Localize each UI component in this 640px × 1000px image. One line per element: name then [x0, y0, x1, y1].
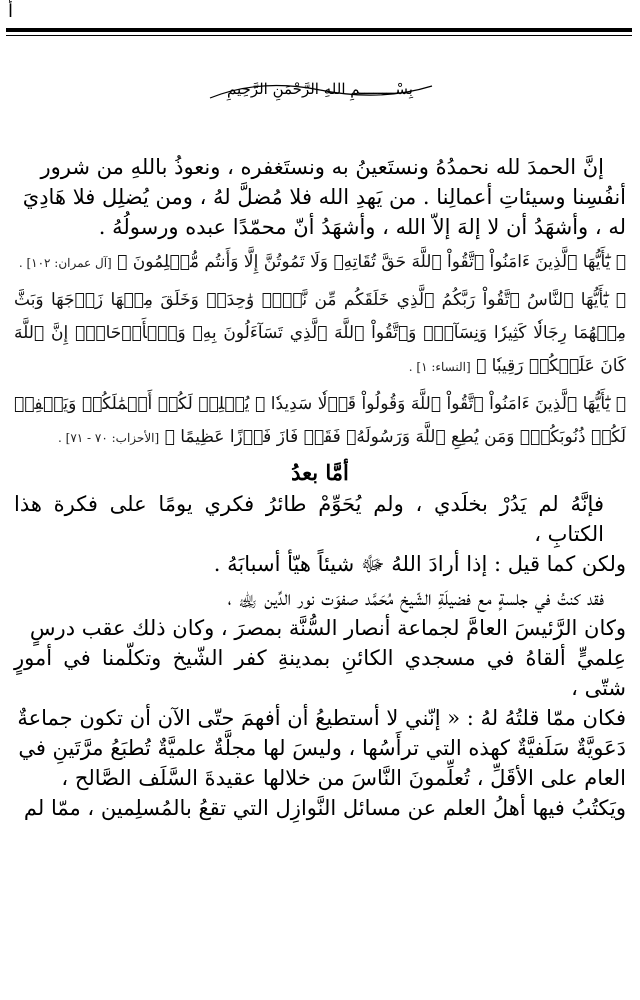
verse-text: ﴿ يَٰٓأَيُّهَا ٱلَّذِينَ ءَامَنُواْ ٱتَّقُواْ ٱللَّهَ وَقُولُواْ قَوۡلٗا سَدِيدٗا ۞ يُصۡلِحۡ لَكُمۡ أَعۡمَٰلَكُمۡ وَيَغۡفِرۡ لَكُمۡ ذُنُوبَكُمۡۗ وَمَن يُطِعِ ٱللَّهَ وَرَسُولَهُۥ فَقَدۡ فَازَ فَوۡزًا عَظِيمًا ﴾ [14, 394, 626, 447]
intro-line-1: إنَّ الحمدَ لله نحمدُهُ ونستَعينُ به ونستَغفره ، ونعوذُ باللهِ من شرور [40, 155, 604, 179]
para2-line-7: ويَكتُبُ فيها أهلُ العلم عن مسائل النَّوازِل التي تقعُ بالمُسلِمين ، ممّا لم [23, 796, 626, 820]
para2-line-4: فكان ممّا قلتُهُ لهُ : « إنّني لا أستطيعُ أن أفهمَ حتّى الآن أن تكون جماعةٌ [17, 706, 626, 730]
basmala-calligraphy [200, 68, 440, 108]
intro-line-3: له ، وأشهَدُ أن لا إلهَ إلاّ الله ، وأشهَدُ أنّ محمّدًا عبده ورسولُهُ . [98, 215, 626, 239]
para1-line-1: فإنَّهُ لم يَدُرْ بخلَدي ، ولم يُحَوِّمْ طائرُ فكري يومًا على فكرة هذا الكتابِ ، [14, 492, 604, 546]
verse-reference: [النساء: ١] . [408, 360, 471, 374]
header-rule-thin [6, 35, 632, 36]
verse-al-ahzab [14, 388, 626, 455]
verse-an-nisa [14, 284, 626, 384]
header-rule-thick [6, 28, 632, 32]
verse-reference: [آل عمران: ١٠٢] . [18, 256, 112, 270]
para2-line-5: دَعَويَّةٌ سَلَفيَّةٌ كهذه التي ترأَسُها ، وليسَ لها مجلَّةٌ علميَّةٌ تُطبَعُ مرَّتَينِ في [18, 736, 626, 760]
verse-reference: [الأحزاب: ٧٠ - ٧١] . [58, 431, 160, 445]
intro-line-2: أنفُسِنا وسيئاتِ أعمالِنا . من يَهدِ الله فلا مُضلَّ لهُ ، ومن يُضلِل فلا هَادِيَ [22, 185, 626, 209]
page-number: أ [8, 1, 14, 22]
verse-al-imran [14, 246, 626, 280]
section-heading: أمَّا بعدُ [291, 460, 349, 485]
para2-line-6: العام على الأقَلِّ ، تُعلِّمونَ النَّاسَ من خلالها عقيدةَ السَّلَف الصَّالح ، [61, 766, 626, 790]
para2-line-2: وكان الرَّئيسَ العامَّ لجماعة أنصار السُّنَّة بمصرَ ، وكان ذلك عقب درسٍ [29, 616, 626, 640]
para1-line-2: ولكن كما قيل : إذا أرادَ اللهُ ﷻ شيئاً هيّأ أسبابَهُ . [213, 552, 626, 576]
verse-text: ﴿ يَٰٓأَيُّهَا ٱلَّذِينَ ءَامَنُواْ ٱتَّقُواْ ٱللَّهَ حَقَّ تُقَاتِهِۦ وَلَا تَمُوتُنَّ إِلَّا وَأَنتُم مُّسۡلِمُونَ ﴾ [117, 252, 626, 272]
para2-line-1: فقد كنتُ في جلسةٍ مع فضيلَةِ الشّيخ مُحَمَّد صفوَت نور الدِّين ﵀ ، [227, 586, 604, 610]
main-text [14, 152, 626, 823]
svg-text:بِسْــــــــمِ اللهِ الرَّحْمَ: بِسْــــــــمِ اللهِ الرَّحْمَنِ الرَّحِيمِ [227, 80, 413, 98]
verse-text: ﴿ يَٰٓأَيُّهَا ٱلنَّاسُ ٱتَّقُواْ رَبَّكُمُ ٱلَّذِي خَلَقَكُم مِّن نَّفۡسٖ وَٰحِدَةٖ وَخَلَقَ مِنۡهَا زَوۡجَهَا وَبَثَّ مِنۡهُمَا رِجَالٗا كَثِيرٗا وَنِسَآءٗۚ وَٱتَّقُواْ ٱللَّهَ ٱلَّذِي تَسَآءَلُونَ بِهِۦ وَٱلۡأَرۡحَامَۚ إِنَّ ٱللَّهَ كَانَ عَلَيۡكُمۡ رَقِيبٗا ﴾ [14, 290, 626, 376]
para2-line-3: عِلميٍّ ألقاهُ في مسجدي الكائنِ بمدينةِ كفر الشّيخ وتكلّمنا في أمورٍ شتّى ، [14, 646, 626, 700]
